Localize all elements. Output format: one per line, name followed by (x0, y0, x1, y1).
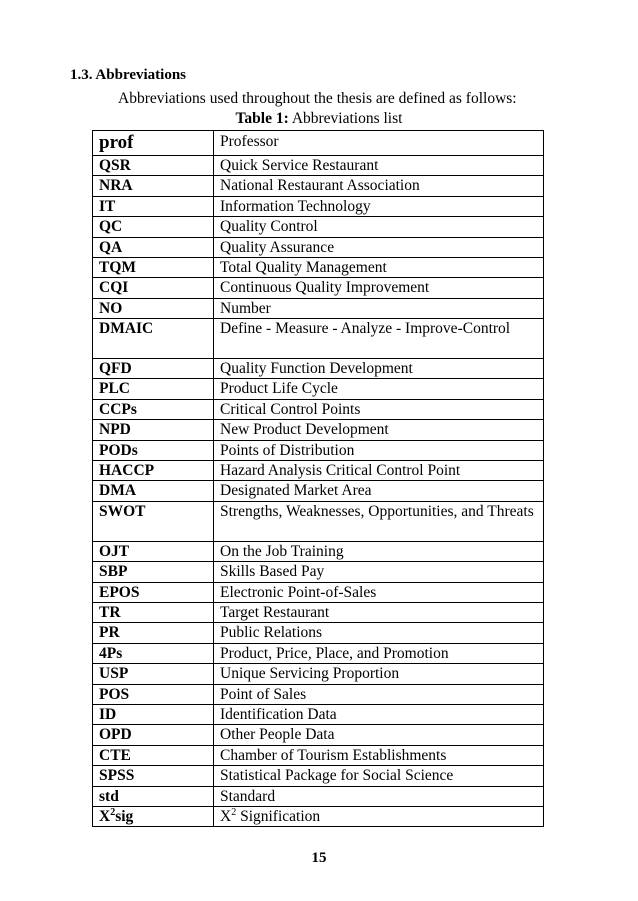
abbreviation-cell (93, 806, 214, 826)
definition-cell: Identification Data (214, 704, 544, 724)
abbreviation-cell: CTE (93, 745, 214, 765)
abbr-base: X (99, 807, 111, 825)
definition-cell: Points of Distribution (214, 440, 544, 460)
abbreviation-cell: HACCP (93, 461, 214, 481)
abbreviation-cell: TR (93, 602, 214, 622)
definition-cell: Skills Based Pay (214, 562, 544, 582)
table-row (93, 704, 544, 724)
abbreviation-cell: IT (93, 196, 214, 216)
definition-cell: Number (214, 298, 544, 318)
definition-cell: Product Life Cycle (214, 379, 544, 399)
definition-cell: Point of Sales (214, 684, 544, 704)
abbreviation-cell: PODs (93, 440, 214, 460)
abbreviation-cell: OPD (93, 725, 214, 745)
abbreviation-cell: EPOS (93, 582, 214, 602)
table-row (93, 806, 544, 826)
table-caption-label: Table 1: (235, 110, 289, 127)
definition-cell: New Product Development (214, 420, 544, 440)
table-row (93, 582, 544, 602)
table-row (93, 602, 544, 622)
definition-cell: Quality Assurance (214, 237, 544, 257)
table-row (93, 440, 544, 460)
abbreviation-cell: DMAIC (93, 319, 214, 359)
table-row (93, 481, 544, 501)
abbreviation-cell: NPD (93, 420, 214, 440)
definition-cell: Define - Measure - Analyze - Improve-Control (214, 319, 544, 359)
table-row (93, 319, 544, 359)
abbreviation-cell: QA (93, 237, 214, 257)
table-row (93, 501, 544, 541)
abbreviation-cell: TQM (93, 258, 214, 278)
abbreviation-cell: PR (93, 623, 214, 643)
table-row (93, 217, 544, 237)
abbr-suffix: sig (115, 807, 134, 825)
definition-cell (214, 806, 544, 826)
abbreviation-cell: ID (93, 704, 214, 724)
definition-cell: Other People Data (214, 725, 544, 745)
definition-base: X (220, 807, 232, 825)
table-row (93, 298, 544, 318)
definition-cell: Target Restaurant (214, 602, 544, 622)
abbreviation-cell: prof (93, 131, 214, 156)
table-row (93, 766, 544, 786)
abbreviation-cell: QSR (93, 156, 214, 176)
definition-cell: Unique Servicing Proportion (214, 664, 544, 684)
abbreviation-cell: SPSS (93, 766, 214, 786)
table-row (93, 461, 544, 481)
definition-cell: Information Technology (214, 196, 544, 216)
table-row (93, 196, 544, 216)
section-heading: 1.3. Abbreviations (70, 67, 186, 83)
definition-cell: Designated Market Area (214, 481, 544, 501)
table-row (93, 420, 544, 440)
table-caption-text: Abbreviations list (291, 110, 403, 127)
abbreviation-cell: NO (93, 298, 214, 318)
abbreviation-cell: SBP (93, 562, 214, 582)
definition-cell: Quality Function Development (214, 359, 544, 379)
abbreviation-cell: DMA (93, 481, 214, 501)
table-row (93, 786, 544, 806)
abbreviation-cell: std (93, 786, 214, 806)
table-row (93, 156, 544, 176)
definition-cell: Hazard Analysis Critical Control Point (214, 461, 544, 481)
table-row (93, 562, 544, 582)
table-caption (0, 110, 638, 128)
abbreviation-cell: 4Ps (93, 643, 214, 663)
definition-cell: Standard (214, 786, 544, 806)
table-row (93, 684, 544, 704)
definition-cell: Quick Service Restaurant (214, 156, 544, 176)
abbreviation-cell: POS (93, 684, 214, 704)
abbreviation-cell: CQI (93, 278, 214, 298)
definition-cell: Public Relations (214, 623, 544, 643)
definition-cell: Statistical Package for Social Science (214, 766, 544, 786)
definition-cell: On the Job Training (214, 541, 544, 561)
definition-cell: Quality Control (214, 217, 544, 237)
abbreviation-cell: QFD (93, 359, 214, 379)
definition-cell: Strengths, Weaknesses, Opportunities, and Threats (214, 501, 544, 541)
table-row (93, 131, 544, 156)
abbreviation-cell: CCPs (93, 399, 214, 419)
definition-cell: Professor (214, 131, 544, 156)
abbreviation-cell: SWOT (93, 501, 214, 541)
table-row (93, 541, 544, 561)
table-row (93, 359, 544, 379)
table-row (93, 237, 544, 257)
table-row (93, 379, 544, 399)
table-row (93, 399, 544, 419)
abbr-superscript: 2 (110, 806, 116, 818)
page-number: 15 (311, 850, 327, 866)
definition-cell: Critical Control Points (214, 399, 544, 419)
definition-cell: Chamber of Tourism Establishments (214, 745, 544, 765)
definition-suffix: Signification (236, 807, 321, 825)
abbreviation-cell: NRA (93, 176, 214, 196)
definition-cell: National Restaurant Association (214, 176, 544, 196)
abbreviation-cell: USP (93, 664, 214, 684)
abbreviation-cell: QC (93, 217, 214, 237)
table-row (93, 278, 544, 298)
table-row (93, 258, 544, 278)
table-row (93, 664, 544, 684)
abbreviations-table (92, 130, 544, 827)
intro-paragraph: Abbreviations used throughout the thesis are defined as follows: (118, 90, 517, 107)
table-row (93, 623, 544, 643)
table-row (93, 745, 544, 765)
table-row (93, 176, 544, 196)
definition-cell: Total Quality Management (214, 258, 544, 278)
abbreviation-cell: OJT (93, 541, 214, 561)
definition-superscript: 2 (231, 806, 237, 818)
abbreviations-table-body (93, 131, 544, 827)
definition-cell: Continuous Quality Improvement (214, 278, 544, 298)
definition-cell: Electronic Point-of-Sales (214, 582, 544, 602)
definition-cell: Product, Price, Place, and Promotion (214, 643, 544, 663)
table-row (93, 725, 544, 745)
abbreviation-cell: PLC (93, 379, 214, 399)
table-row (93, 643, 544, 663)
